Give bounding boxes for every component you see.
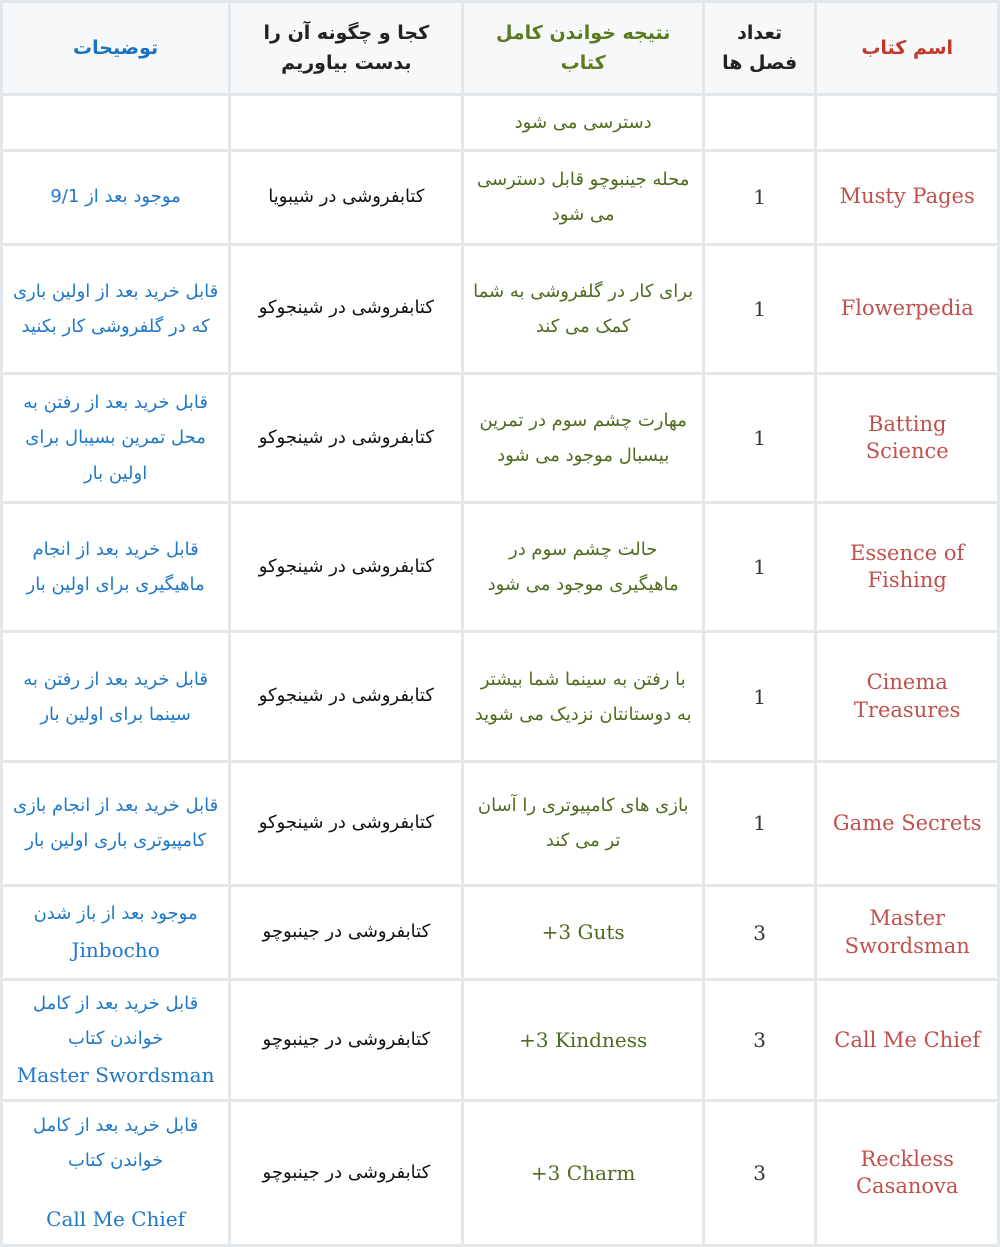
cell-where: کتابفروشی در شینجوکو	[231, 504, 461, 630]
cell-name: Call Me Chief	[817, 981, 997, 1099]
cell-chapters: 1	[705, 763, 815, 884]
cell-notes: موجود بعد از 9/1	[3, 152, 228, 243]
cell-notes: قابل خرید بعد از رفتن به محل تمرین بسیبال برای اولین بار	[3, 375, 228, 501]
cell-result: با رفتن به سینما شما بیشتر به دوستانتان نزدیک می شوید	[464, 633, 701, 759]
table-row	[3, 246, 997, 372]
cell-result: مهارت چشم سوم در تمرین بیسبال موجود می شود	[464, 375, 701, 501]
cell-chapters: 3	[705, 1102, 815, 1244]
header-where: کجا و چگونه آن را بدست بیاوریم	[231, 3, 461, 93]
header-row	[3, 3, 997, 93]
cell-notes-text: قابل خرید بعد از کامل خواندن کتاب	[32, 1114, 199, 1171]
header-chapters: تعداد فصل ها	[705, 3, 815, 93]
cell-result: دسترسی می شود	[464, 96, 701, 149]
cell-where: کتابفروشی در جینبوچو	[231, 981, 461, 1099]
header-name: اسم کتاب	[817, 3, 997, 93]
cell-chapters: 3	[705, 887, 815, 978]
cell-name: Reckless Casanova	[817, 1102, 997, 1244]
cell-notes	[3, 96, 228, 149]
cell-chapters: 1	[705, 246, 815, 372]
table-row	[3, 633, 997, 759]
cell-result: +3 Charm	[464, 1102, 701, 1244]
cell-notes: قابل خرید بعد از انجام ماهیگیری برای اولین بار	[3, 504, 228, 630]
cell-result: محله جینبوچو قابل دسترسی می شود	[464, 152, 701, 243]
cell-notes-gap	[11, 1178, 220, 1200]
cell-notes-text: موجود بعد از باز شدن	[33, 902, 198, 924]
header-notes: توضیحات	[3, 3, 228, 93]
cell-where: کتابفروشی در شینجوکو	[231, 375, 461, 501]
cell-where: کتابفروشی در شینجوکو	[231, 633, 461, 759]
cell-name	[817, 96, 997, 149]
cell-notes: قابل خرید بعد از اولین باری که در گلفروشی کار بکنید	[3, 246, 228, 372]
table-row	[3, 763, 997, 884]
cell-name: Cinema Treasures	[817, 633, 997, 759]
cell-notes: قابل خرید بعد از انجام بازی کامپیوتری باری اولین بار	[3, 763, 228, 884]
cell-name: Batting Science	[817, 375, 997, 501]
table-row	[3, 375, 997, 501]
cell-notes	[3, 1102, 228, 1244]
cell-name: Musty Pages	[817, 152, 997, 243]
cell-chapters: 1	[705, 375, 815, 501]
cell-notes-latin: Master Swordsman	[16, 1062, 215, 1087]
cell-name: Flowerpedia	[817, 246, 997, 372]
table-row	[3, 152, 997, 243]
cell-where	[231, 96, 461, 149]
cell-where: کتابفروشی در جینبوچو	[231, 887, 461, 978]
cell-chapters: 1	[705, 504, 815, 630]
cell-result: +3 Guts	[464, 887, 701, 978]
cell-notes-text: قابل خرید بعد از کامل خواندن کتاب	[32, 992, 199, 1049]
header-result: نتیجه خواندن کامل کتاب	[464, 3, 701, 93]
table-row	[3, 96, 997, 149]
table-row	[3, 887, 997, 978]
cell-result: +3 Kindness	[464, 981, 701, 1099]
cell-where: کتابفروشی در شیبویا	[231, 152, 461, 243]
table-row	[3, 981, 997, 1099]
cell-where: کتابفروشی در جینبوچو	[231, 1102, 461, 1244]
cell-result: بازی های کامپیوتری را آسان تر می کند	[464, 763, 701, 884]
cell-notes: قابل خرید بعد از رفتن به سینما برای اولین بار	[3, 633, 228, 759]
cell-chapters: 3	[705, 981, 815, 1099]
cell-notes-latin: Call Me Chief	[46, 1206, 186, 1231]
cell-name: Game Secrets	[817, 763, 997, 884]
cell-chapters	[705, 96, 815, 149]
table-row	[3, 1102, 997, 1244]
cell-name: Master Swordsman	[817, 887, 997, 978]
cell-result: حالت چشم سوم در ماهیگیری موجود می شود	[464, 504, 701, 630]
cell-where: کتابفروشی در شینجوکو	[231, 246, 461, 372]
cell-result: برای کار در گلفروشی به شما کمک می کند	[464, 246, 701, 372]
cell-notes-latin: Jinbocho	[71, 937, 160, 962]
cell-chapters: 1	[705, 152, 815, 243]
cell-notes	[3, 887, 228, 978]
cell-notes	[3, 981, 228, 1099]
cell-where: کتابفروشی در شینجوکو	[231, 763, 461, 884]
cell-chapters: 1	[705, 633, 815, 759]
cell-name: Essence of Fishing	[817, 504, 997, 630]
table-row	[3, 504, 997, 630]
